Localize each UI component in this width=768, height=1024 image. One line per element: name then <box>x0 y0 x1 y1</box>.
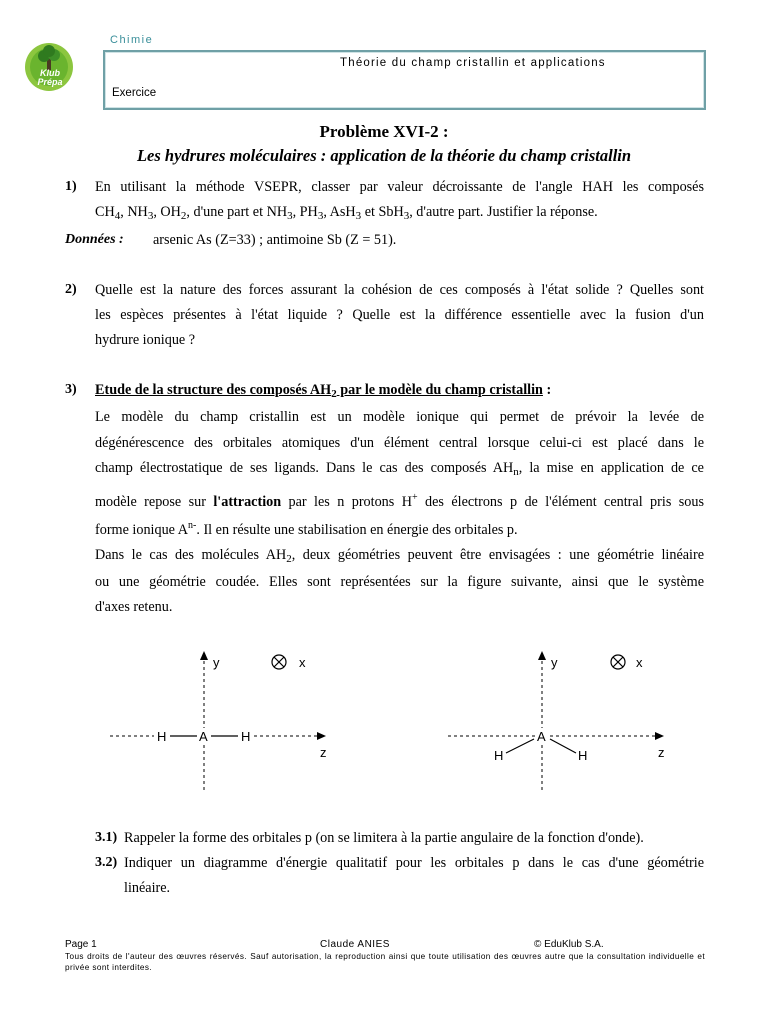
q1-line1: En utilisant la méthode VSEPR, classer par valeur décroissante de l'angle HAH les composés <box>95 179 704 195</box>
z-axis-arrow-icon <box>317 732 326 740</box>
bent-a-label: A <box>537 729 546 744</box>
bent-z-label: z <box>658 745 665 760</box>
header-section: Exercice <box>112 87 157 99</box>
bent-h2-label: H <box>578 748 588 763</box>
header-category: Chimie <box>110 34 154 46</box>
q32-number: 3.2) <box>95 855 118 870</box>
q31-text: Rappeler la forme des orbitales p (on se limitera à la partie angulaire de la fonction d'onde). <box>124 830 644 846</box>
problem-subtitle: Les hydrures moléculaires : application de la théorie du champ cristallin <box>136 146 632 165</box>
footer-notice: Tous droits de l'auteur des œuvres réservés. Sauf autorisation, la reproduction ainsi que toute utilisation des œuvres autre que la consultation individuelle et privée sont interdites. <box>65 952 705 972</box>
bent-h1-label: H <box>494 748 504 763</box>
q1-data-label: Données : <box>65 232 124 247</box>
linear-y-label: y <box>213 655 220 670</box>
bent-x-label: x <box>636 655 643 670</box>
klub-prepa-logo <box>24 42 74 92</box>
x-axis-into-page-icon <box>272 655 286 669</box>
x-axis-into-page-icon <box>611 655 625 669</box>
logo-text: Klub Prépa <box>37 68 63 87</box>
footer-page: Page 1 <box>65 939 97 950</box>
figure-bent-geometry <box>440 645 680 795</box>
q3-p2-line3: d'axes retenu. <box>95 599 173 615</box>
problem-title: Problème XVI-2 : <box>319 122 449 141</box>
q3-p2-line2: ou une géométrie coudée. Elles sont représentées sur la figure suivante, ainsi que le système <box>95 574 704 590</box>
q2-number: 2) <box>65 282 77 297</box>
q2-line3: hydrure ionique ? <box>95 332 196 348</box>
footer-author: Claude ANIES <box>320 939 390 950</box>
q3-p1-line2: dégénérescence des orbitales atomiques d'un élément central lorsque celui-ci est placé dans le <box>95 435 704 451</box>
footer-copyright: © EduKlub S.A. <box>534 939 604 950</box>
q3-p1-line4: modèle repose sur l'attraction par les n protons H+ des électrons p de l'élément central pris sous <box>95 492 704 510</box>
linear-z-label: z <box>320 745 327 760</box>
q1-number: 1) <box>65 179 77 194</box>
z-axis-arrow-icon <box>655 732 664 740</box>
q31-number: 3.1) <box>95 830 118 845</box>
q3-p1-line3: champ électrostatique de ses ligands. Dans le cas des composés $AH_n$, la mise en application de ce <box>95 460 704 478</box>
linear-a-label: A <box>199 729 208 744</box>
q32-line2: linéaire. <box>124 880 171 896</box>
header-title: Théorie du champ cristallin et applications <box>340 57 606 69</box>
q2-line1: Quelle est la nature des forces assurant la cohésion de ces composés à l'état solide ? Quelles sont <box>95 282 704 298</box>
y-axis-arrow-icon <box>538 651 546 660</box>
q3-p1-line1: Le modèle du champ cristallin est un modèle ionique qui permet de prévoir la levée de <box>95 409 704 425</box>
figure-linear-geometry <box>100 645 340 795</box>
linear-h1-label: H <box>157 729 167 744</box>
linear-x-label: x <box>299 655 306 670</box>
q3-number: 3) <box>65 382 77 397</box>
bent-y-label: y <box>551 655 558 670</box>
linear-h2-label: H <box>241 729 251 744</box>
q32-line1: Indiquer un diagramme d'énergie qualitatif pour les orbitales p dans le cas d'une géométrie <box>124 855 704 871</box>
q1-data-text: arsenic As (Z=33) ; antimoine Sb (Z = 51). <box>153 232 397 248</box>
q3-heading: Etude de la structure des composés $AH_2$ par le modèle du champ cristallin : <box>95 382 552 400</box>
q2-line2: les espèces présentes à l'état liquide ? Quelle est la différence essentielle avec la fusion d'un <box>95 307 704 323</box>
q1-line2: $CH_4$, $NH_3$, $OH_2$, d'une part et $NH_3$, $PH_3$, AsH$_3$ et SbH$_3$, d'autre part. Justifier la réponse. <box>95 204 598 222</box>
y-axis-arrow-icon <box>200 651 208 660</box>
q3-p1-line5: forme ionique $A^{n-}$. Il en résulte une stabilisation en énergie des orbitales p. <box>95 520 518 538</box>
q3-p2-line1: Dans le cas des molécules $AH_2$, deux géométries peuvent être envisagées : une géométrie linéaire <box>95 547 704 565</box>
